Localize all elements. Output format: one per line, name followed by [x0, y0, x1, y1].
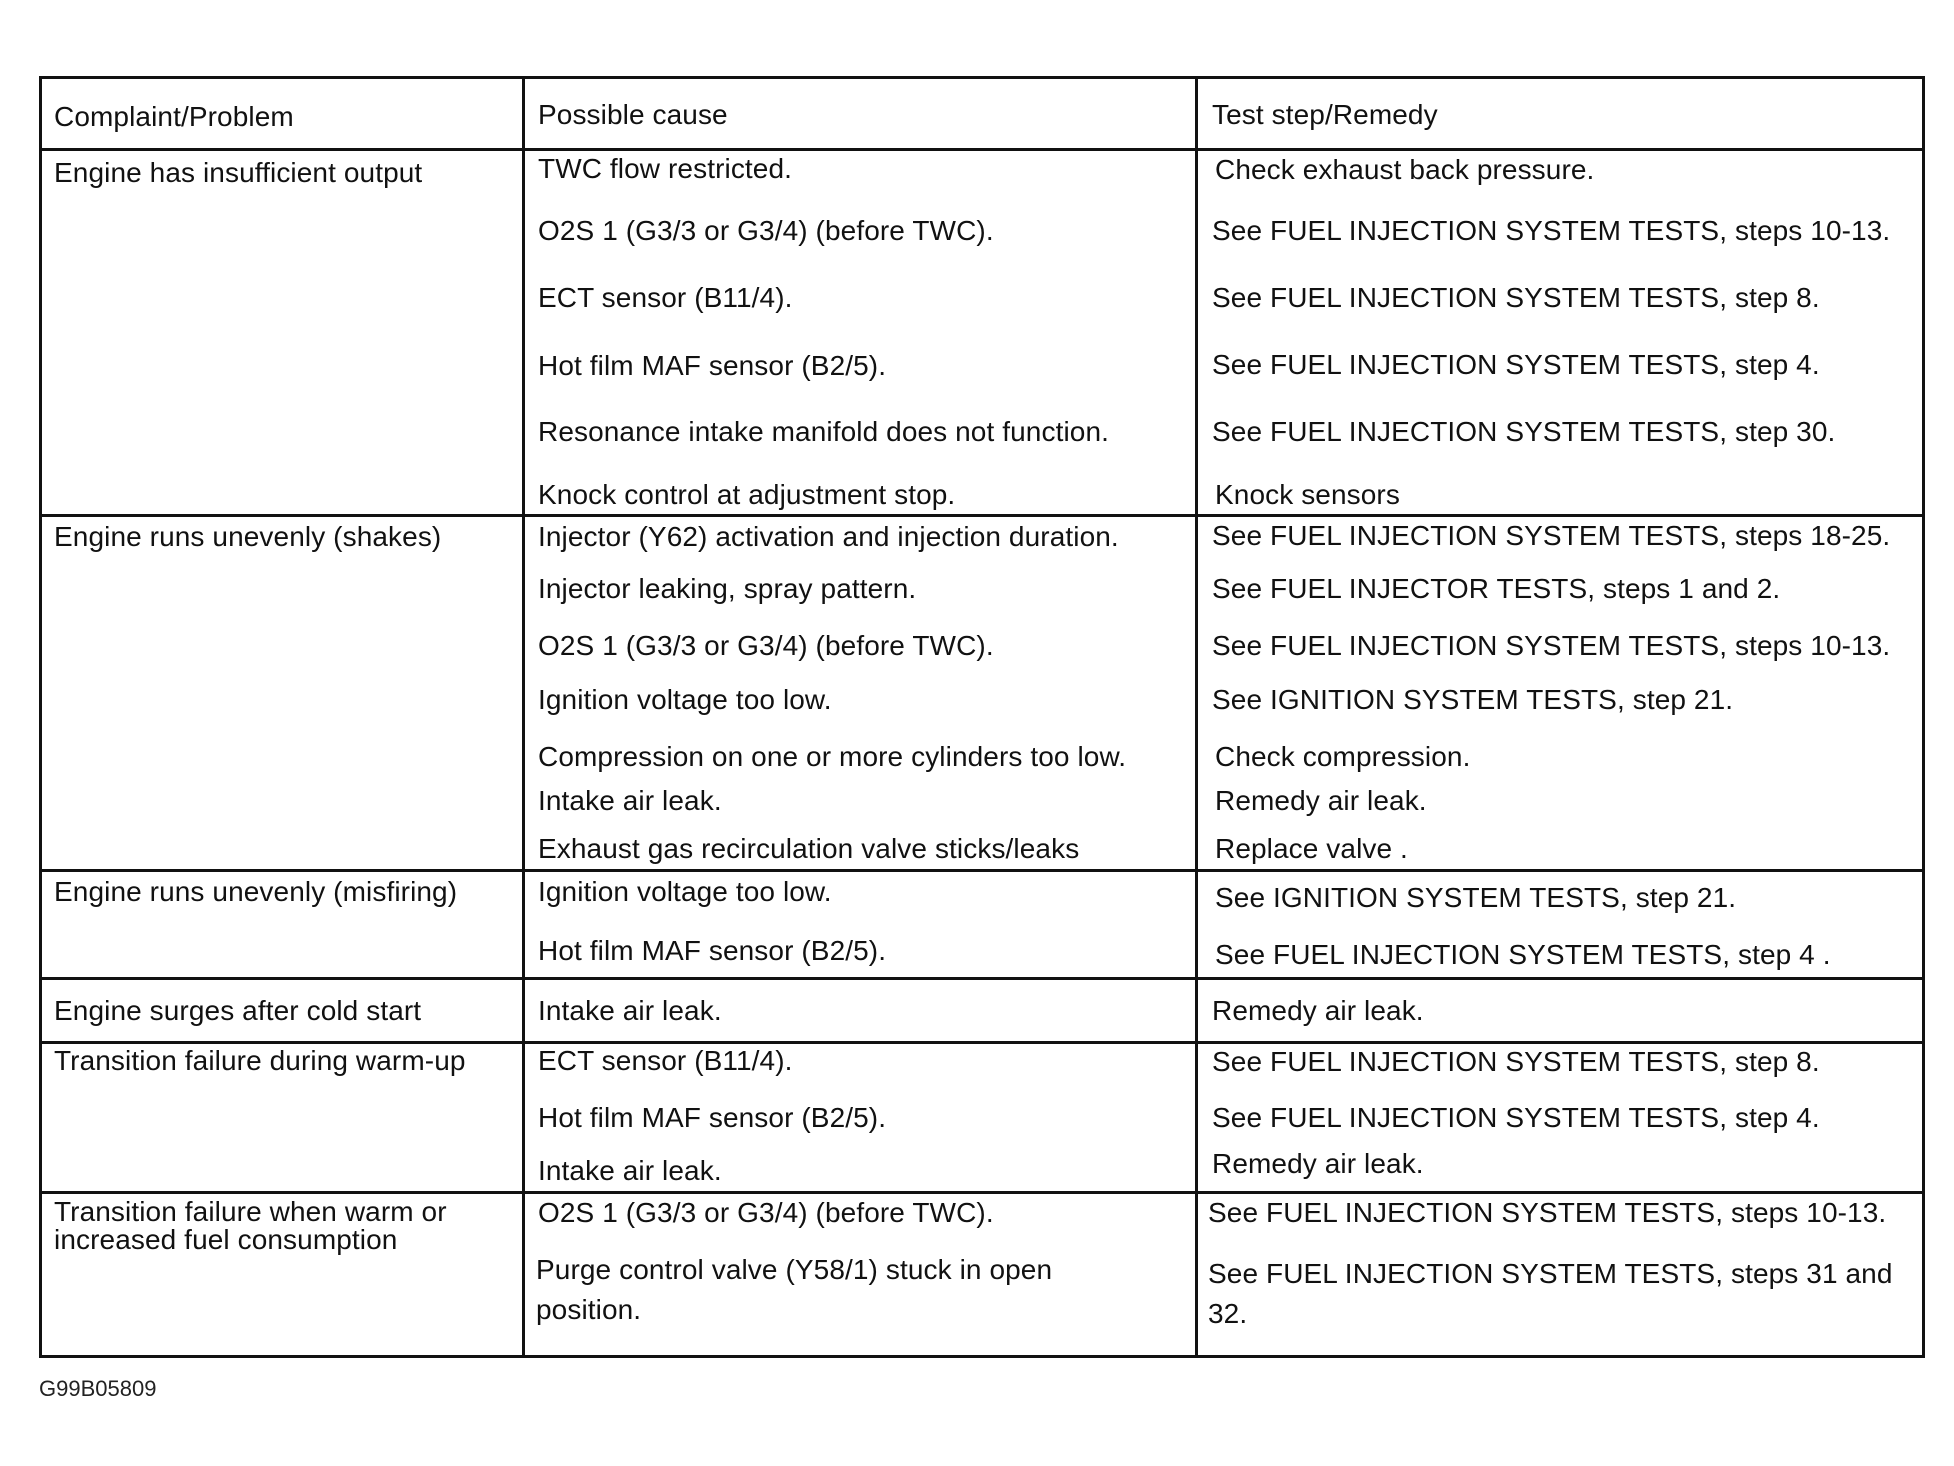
- remedy-cell: Remedy air leak.: [1212, 995, 1424, 1026]
- remedy-cell: See FUEL INJECTION SYSTEM TESTS, step 4 .: [1215, 939, 1831, 970]
- cause-cell: Compression on one or more cylinders too low.: [538, 741, 1127, 772]
- remedy-cell: See FUEL INJECTION SYSTEM TESTS, steps 10-13.: [1212, 630, 1891, 661]
- row-divider: [42, 514, 1922, 517]
- cause-cell: Intake air leak.: [538, 995, 722, 1026]
- remedy-cell: Replace valve .: [1215, 833, 1408, 864]
- cause-cell: Hot film MAF sensor (B2/5).: [538, 1102, 887, 1133]
- cause-cell: Ignition voltage too low.: [538, 876, 832, 907]
- header-cause: Possible cause: [538, 99, 728, 130]
- remedy-cell: See IGNITION SYSTEM TESTS, step 21.: [1215, 882, 1737, 913]
- header-complaint: Complaint/Problem: [54, 101, 294, 132]
- remedy-cell: See FUEL INJECTION SYSTEM TESTS, steps 10-13.: [1212, 215, 1891, 246]
- remedy-cell: Remedy air leak.: [1212, 1148, 1424, 1179]
- cause-cell: Knock control at adjustment stop.: [538, 479, 956, 510]
- remedy-cell: See FUEL INJECTION SYSTEM TESTS, step 8.: [1212, 1046, 1820, 1077]
- cause-cell: Ignition voltage too low.: [538, 684, 832, 715]
- row-divider: [42, 1041, 1922, 1044]
- remedy-cell: See FUEL INJECTION SYSTEM TESTS, step 4.: [1212, 1102, 1820, 1133]
- cause-cell: Injector (Y62) activation and injection duration.: [538, 521, 1119, 552]
- remedy-cell: See IGNITION SYSTEM TESTS, step 21.: [1212, 684, 1734, 715]
- remedy-cell: See FUEL INJECTOR TESTS, steps 1 and 2.: [1212, 573, 1781, 604]
- complaint-surges-cold-start: Engine surges after cold start: [54, 995, 422, 1026]
- complaint-transition-warm-up: Transition failure during warm-up: [54, 1045, 466, 1076]
- complaint-insufficient-output: Engine has insufficient output: [54, 157, 423, 188]
- cause-cell: Hot film MAF sensor (B2/5).: [538, 935, 887, 966]
- column-divider: [1195, 79, 1198, 1355]
- remedy-cell: Remedy air leak.: [1215, 785, 1427, 816]
- cause-cell: Hot film MAF sensor (B2/5).: [538, 350, 887, 381]
- cause-cell: O2S 1 (G3/3 or G3/4) (before TWC).: [538, 1197, 994, 1228]
- remedy-cell: Knock sensors: [1215, 479, 1400, 510]
- cause-cell: TWC flow restricted.: [538, 153, 793, 184]
- complaint-runs-unevenly-misfiring: Engine runs unevenly (misfiring): [54, 876, 458, 907]
- row-divider: [42, 1191, 1922, 1194]
- remedy-cell: See FUEL INJECTION SYSTEM TESTS, steps 31 and 32.: [1208, 1258, 1893, 1329]
- complaint-runs-unevenly-shakes: Engine runs unevenly (shakes): [54, 521, 442, 552]
- cause-cell: Intake air leak.: [538, 1155, 722, 1186]
- remedy-cell: See FUEL INJECTION SYSTEM TESTS, step 8.: [1212, 282, 1820, 313]
- cause-cell: Exhaust gas recirculation valve sticks/leaks: [538, 833, 1080, 864]
- cause-cell: ECT sensor (B11/4).: [538, 282, 793, 313]
- remedy-cell: Check exhaust back pressure.: [1215, 154, 1595, 185]
- row-divider: [42, 977, 1922, 980]
- remedy-cell: See FUEL INJECTION SYSTEM TESTS, steps 10-13.: [1208, 1197, 1887, 1228]
- cause-cell: Purge control valve (Y58/1) stuck in open position.: [536, 1254, 1053, 1325]
- cause-cell: O2S 1 (G3/3 or G3/4) (before TWC).: [538, 630, 994, 661]
- cause-cell: O2S 1 (G3/3 or G3/4) (before TWC).: [538, 215, 994, 246]
- cause-cell: ECT sensor (B11/4).: [538, 1045, 793, 1076]
- column-divider: [522, 79, 525, 1355]
- remedy-cell: See FUEL INJECTION SYSTEM TESTS, step 30.: [1212, 416, 1836, 447]
- remedy-cell: See FUEL INJECTION SYSTEM TESTS, steps 18-25.: [1212, 520, 1891, 551]
- complaint-transition-warm-fuel: Transition failure when warm or increased fuel consumption: [54, 1196, 447, 1255]
- row-divider: [42, 869, 1922, 872]
- cause-cell: Resonance intake manifold does not function.: [538, 416, 1109, 447]
- figure-id-caption: G99B05809: [39, 1376, 157, 1401]
- remedy-cell: Check compression.: [1215, 741, 1471, 772]
- cause-cell: Injector leaking, spray pattern.: [538, 573, 917, 604]
- cause-cell: Intake air leak.: [538, 785, 722, 816]
- header-remedy: Test step/Remedy: [1212, 99, 1438, 130]
- diagnosis-table: [39, 76, 1925, 1358]
- remedy-cell: See FUEL INJECTION SYSTEM TESTS, step 4.: [1212, 349, 1820, 380]
- header-divider: [42, 148, 1922, 151]
